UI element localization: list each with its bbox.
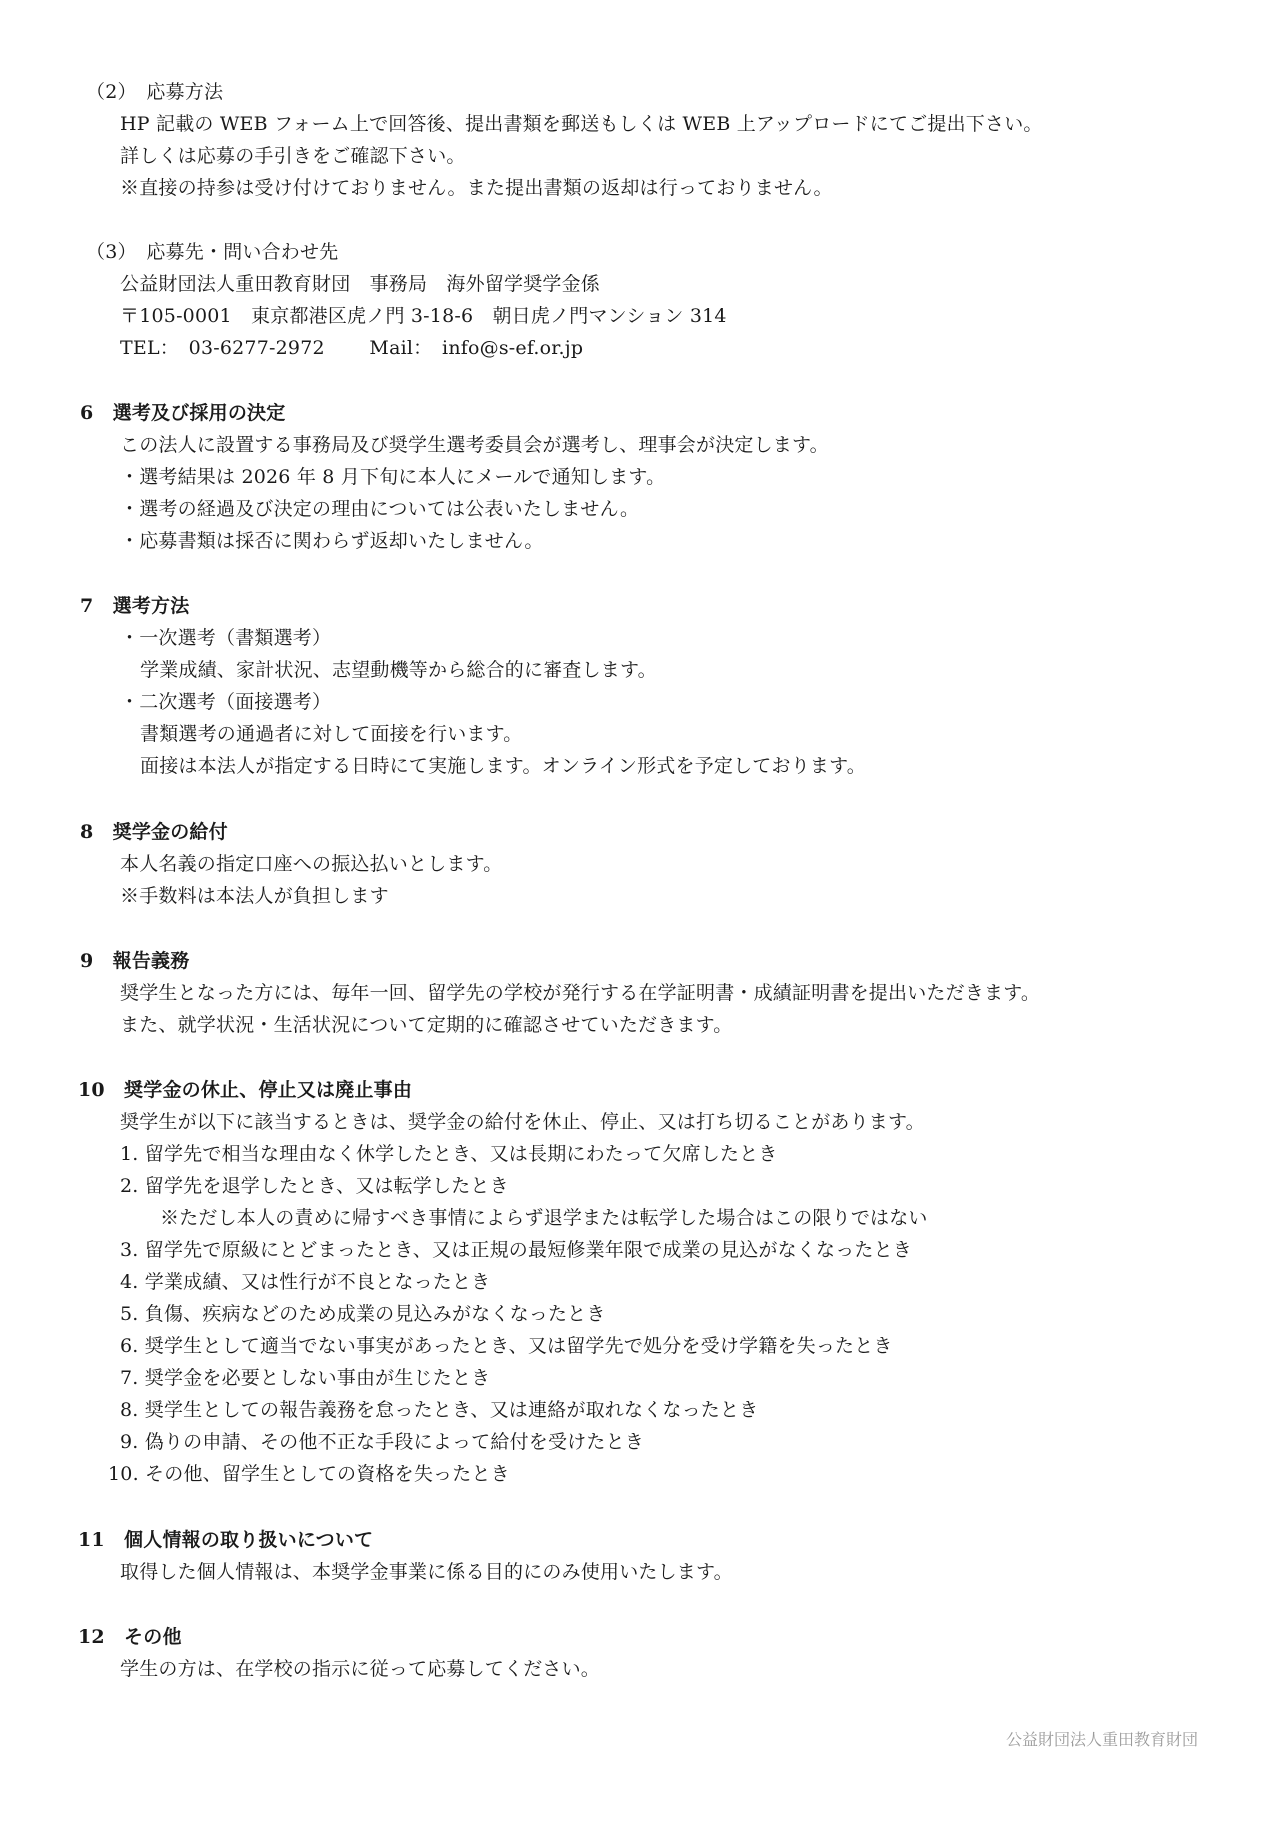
- section-2-line-3: ※直接の持参は受け付けておりません。また提出書類の返却は行っておりません。: [120, 177, 833, 199]
- section-9-line-1: 奨学生となった方には、毎年一回、留学先の学校が発行する在学証明書・成績証明書を提出いただきます。: [120, 982, 1041, 1004]
- section-10-item-8: 8. 奨学生としての報告義務を怠ったとき、又は連絡が取れなくなったとき: [120, 1399, 759, 1421]
- section-3-line-1: 公益財団法人重田教育財団 事務局 海外留学奨学金係: [120, 273, 601, 295]
- section-10-item-10: 10. その他、留学生としての資格を失ったとき: [108, 1463, 510, 1485]
- section-2-line-2: 詳しくは応募の手引きをご確認下さい。: [120, 145, 466, 167]
- section-3-line-2: 〒105-0001 東京都港区虎ノ門 3-18-6 朝日虎ノ門マンション 314: [120, 305, 727, 327]
- section-6-line-2: ・選考結果は 2026 年 8 月下旬に本人にメールで通知します。: [120, 466, 666, 488]
- section-3-heading: （3） 応募先・問い合わせ先: [86, 241, 339, 263]
- section-12-heading: 12 その他: [78, 1626, 182, 1648]
- section-10-item-2: 2. 留学先を退学したとき、又は転学したとき: [120, 1175, 509, 1197]
- section-7-line-1: ・一次選考（書類選考）: [120, 627, 332, 649]
- section-7-heading: 7 選考方法: [80, 595, 190, 617]
- section-6-line-4: ・応募書類は採否に関わらず返却いたしません。: [120, 530, 544, 552]
- section-10-item-1: 1. 留学先で相当な理由なく休学したとき、又は長期にわたって欠席したとき: [120, 1143, 778, 1165]
- section-8-line-1: 本人名義の指定口座への振込払いとします。: [120, 853, 503, 875]
- section-11-line-1: 取得した個人情報は、本奨学金事業に係る目的にのみ使用いたします。: [120, 1561, 733, 1583]
- section-6-heading: 6 選考及び採用の決定: [80, 402, 286, 424]
- section-2-heading: （2） 応募方法: [86, 81, 224, 103]
- footer-organization: 公益財団法人重田教育財団: [1005, 1730, 1198, 1749]
- section-10-item-5: 5. 負傷、疾病などのため成業の見込みがなくなったとき: [120, 1303, 606, 1325]
- section-11-heading: 11 個人情報の取り扱いについて: [78, 1529, 374, 1551]
- section-10-intro: 奨学生が以下に該当するときは、奨学金の給付を休止、停止、又は打ち切ることがあります。: [120, 1111, 925, 1133]
- section-10-item-4: 4. 学業成績、又は性行が不良となったとき: [120, 1271, 491, 1293]
- section-7-line-4: 書類選考の通過者に対して面接を行います。: [140, 723, 523, 745]
- section-8-line-2: ※手数料は本法人が負担します: [120, 885, 389, 907]
- section-7-line-3: ・二次選考（面接選考）: [120, 691, 332, 713]
- section-7-line-2: 学業成績、家計状況、志望動機等から総合的に審査します。: [140, 659, 657, 681]
- section-10-item-3: 3. 留学先で原級にとどまったとき、又は正規の最短修業年限で成業の見込がなくなったとき: [120, 1239, 913, 1261]
- section-6-line-1: この法人に設置する事務局及び奨学生選考委員会が選考し、理事会が決定します。: [120, 434, 829, 456]
- section-2-line-1: HP 記載の WEB フォーム上で回答後、提出書類を郵送もしくは WEB 上アップロードにてご提出下さい。: [120, 113, 1043, 135]
- section-9-line-2: また、就学状況・生活状況について定期的に確認させていただきます。: [120, 1014, 733, 1036]
- section-10-item-7: 7. 奨学金を必要としない事由が生じたとき: [120, 1367, 491, 1389]
- section-8-heading: 8 奨学金の給付: [80, 821, 228, 843]
- section-10-heading: 10 奨学金の休止、停止又は廃止事由: [78, 1079, 413, 1101]
- section-3-line-3: TEL： 03-6277-2972 Mail： info@s-ef.or.jp: [120, 337, 584, 359]
- section-9-heading: 9 報告義務: [80, 950, 190, 972]
- section-12-line-1: 学生の方は、在学校の指示に従って応募してください。: [120, 1658, 601, 1680]
- section-10-item-6: 6. 奨学生として適当でない事実があったとき、又は留学先で処分を受け学籍を失ったとき: [120, 1335, 893, 1357]
- section-10-item-2-note: ※ただし本人の責めに帰すべき事情によらず退学または転学した場合はこの限りではない: [160, 1207, 928, 1229]
- section-7-line-5: 面接は本法人が指定する日時にて実施します。オンライン形式を予定しております。: [140, 755, 866, 777]
- section-10-item-9: 9. 偽りの申請、その他不正な手段によって給付を受けたとき: [120, 1431, 644, 1453]
- section-6-line-3: ・選考の経過及び決定の理由については公表いたしません。: [120, 498, 640, 520]
